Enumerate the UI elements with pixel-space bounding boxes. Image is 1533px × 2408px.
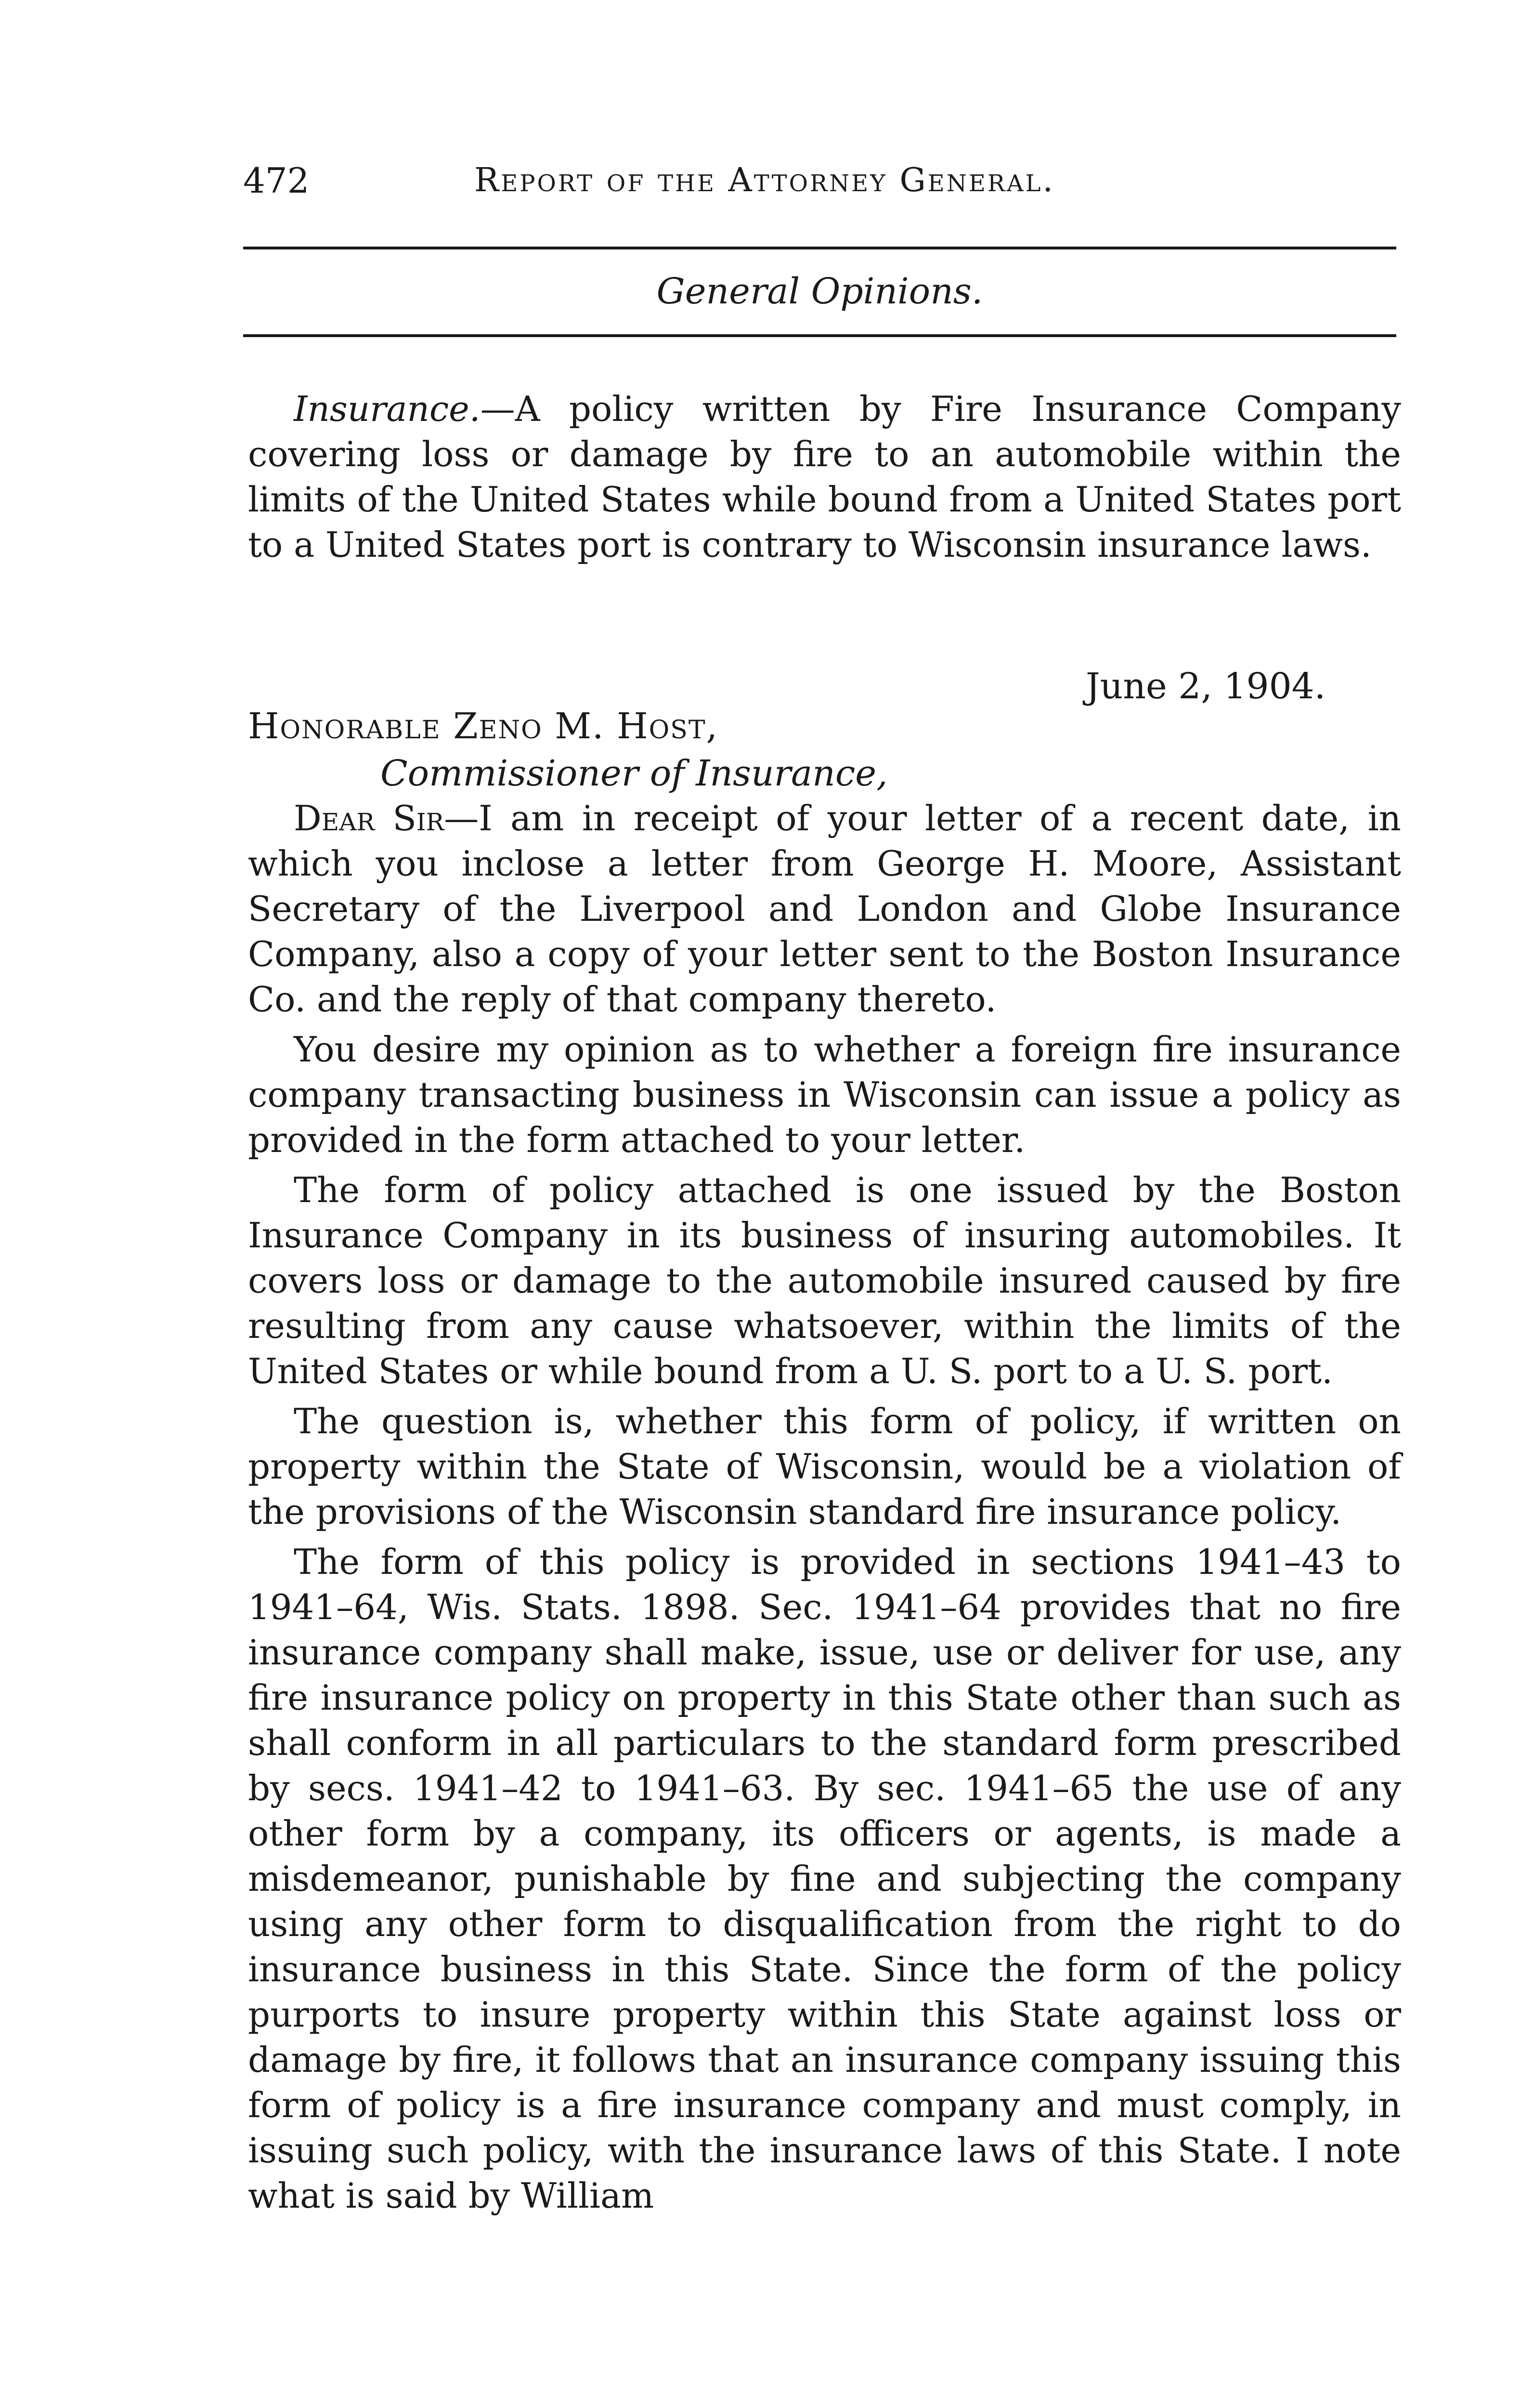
salutation: Dear Sir (294, 798, 444, 838)
running-head (243, 154, 1399, 207)
letter-paragraph: The form of this policy is provided in sections 1941–43 to 1941–64, Wis. Stats. 1898. Sec. 1941–64 provides that no fire insurance company shall make, issue, use or deliver for use, any fire insurance policy on property in this State other than such as shall conform in all particulars to the standard form prescribed by secs. 1941–42 to 1941–63. By sec. 1941–65 the use of any other form by a company, its officers or agents, is made a misdemeanor, punishable by fine and subjecting the company using any other form to disqualification from the right to do insurance business in this State. Since the form of the policy purports to insure property within this State against loss or damage by fire, it follows that an insurance company issuing this form of policy is a fire insurance company and must comply, in issuing such policy, with the insurance laws of this State. I note what is said by William (248, 1542, 1401, 2216)
bottom-rule (243, 334, 1396, 337)
letter-paragraph: You desire my opinion as to whether a foreign fire insurance company transacting business in Wisconsin can issue a policy as provided in the form attached to your letter. (248, 1029, 1401, 1160)
letter-date: June 2, 1904. (1086, 666, 1326, 707)
paragraph-text: —I am in receipt of your letter of a recent date, in which you inclose a letter from George H. Moore, Assistant Secretary of the Liverpool and London and Globe Insurance Company, also a copy of your letter sent to the Boston Insurance Co. and the reply of that company thereto. (248, 798, 1401, 1020)
syllabus (248, 386, 1401, 567)
letter-paragraph: The question is, whether this form of policy, if written on property within the State of Wisconsin, would be a violation of the provisions of the Wisconsin standard fire insurance policy. (248, 1401, 1401, 1532)
section-heading: General Opinions. (656, 271, 983, 312)
running-title: Report of the Attorney General. (474, 161, 1055, 199)
letter-paragraph (248, 796, 1401, 1022)
addressee-name: Honorable Zeno M. Host, (248, 706, 719, 747)
top-rule (243, 247, 1396, 249)
syllabus-lead: Insurance. (294, 389, 481, 429)
letter-paragraph: The form of policy attached is one issued by the Boston Insurance Company in its business of insuring automobiles. It covers loss or damage to the automobile insured caused by fire resulting from any cause whatsoever, within the limits of the United States or while bound from a U. S. port to a U. S. port. (248, 1170, 1401, 1391)
letter-body (248, 796, 1401, 2223)
addressee-title: Commissioner of Insurance, (380, 753, 888, 794)
syllabus-text: —A policy written by Fire Insurance Company covering loss or damage by fire to an automobile within the limits of the United States while bound from a United States port to a United States port is contrary to Wisconsin insurance laws. (248, 389, 1401, 565)
page-number: 472 (243, 160, 310, 201)
